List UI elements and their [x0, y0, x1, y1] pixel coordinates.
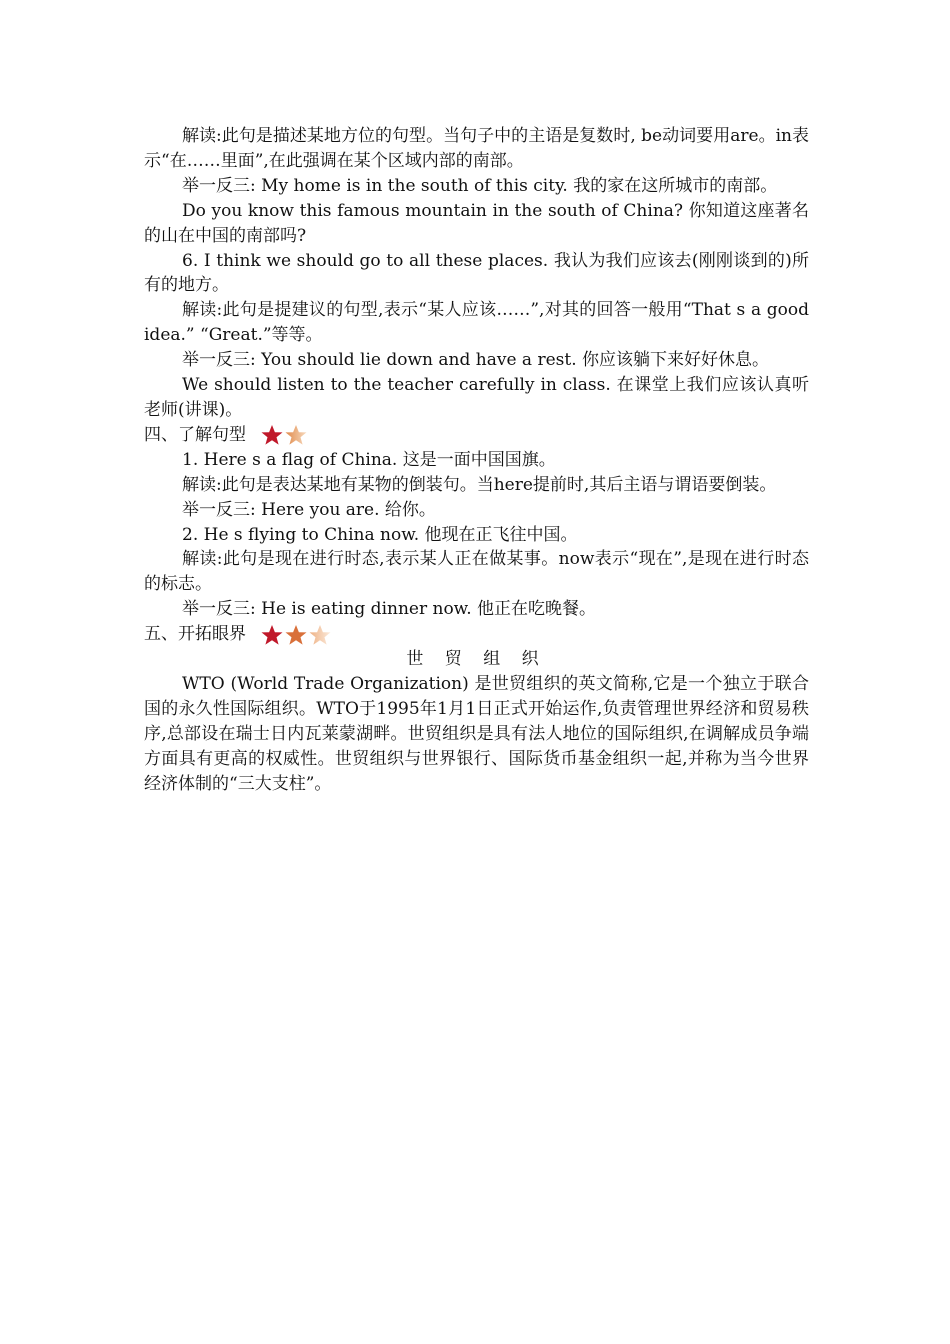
paragraph-explanation-2: 解读:此句是提建议的句型,表示“某人应该……”,对其的回答一般用“That s a good idea.” “Great.”等等。: [144, 300, 809, 346]
paragraph-example-4: We should listen to the teacher carefully in class. 在课堂上我们应该认真听老师(讲课)。: [144, 375, 809, 420]
paragraph-example-1: 举一反三: My home is in the south of this city. 我的家在这所城市的南部。: [182, 175, 778, 196]
section-5-heading: [144, 622, 809, 647]
star-icon: [284, 624, 308, 646]
star-icon: [260, 424, 284, 446]
star-icon: [308, 624, 332, 646]
paragraph-sentence-6: 6. I think we should go to all these places. 我认为我们应该去(刚刚谈到的)所有的地方。: [144, 250, 809, 296]
paragraph-explanation-1: 解读:此句是描述某地方位的句型。当句子中的主语是复数时, be动词要用are。in表示“在……里面”,在此强调在某个区域内部的南部。: [144, 126, 809, 171]
section-4-rating: [260, 424, 308, 446]
document-page: [144, 124, 809, 796]
star-icon: [260, 624, 284, 646]
paragraph-example-2: Do you know this famous mountain in the south of China? 你知道这座著名的山在中国的南部吗?: [144, 200, 809, 246]
section-4-sentence-1: 1. Here s a flag of China. 这是一面中国国旗。: [182, 449, 556, 470]
section-4-example-2: 举一反三: He is eating dinner now. 他正在吃晚餐。: [182, 599, 597, 620]
section-4-heading-text: 四、了解句型: [144, 424, 246, 445]
article-title: 世 贸 组 织: [406, 649, 547, 670]
section-5-rating: [260, 624, 332, 646]
section-4-heading: [144, 423, 809, 448]
section-4-explanation-1: 解读:此句是表达某地有某物的倒装句。当here提前时,其后主语与谓语要倒装。: [182, 474, 777, 495]
section-4-sentence-2: 2. He s flying to China now. 他现在正飞往中国。: [182, 524, 578, 545]
section-4-example-1: 举一反三: Here you are. 给你。: [182, 499, 436, 520]
section-4-explanation-2: 解读:此句是现在进行时态,表示某人正在做某事。now表示“现在”,是现在进行时态的标志。: [144, 549, 809, 595]
section-5-heading-text: 五、开拓眼界: [144, 624, 246, 645]
article-body: WTO (World Trade Organization) 是世贸组织的英文简称,它是一个独立于联合国的永久性国际组织。WTO于1995年1月1日正式开始运作,负责管理世界经济和贸易秩序,总部设在瑞士日内瓦莱蒙湖畔。世贸组织是具有法人地位的国际组织,在调解成员争端方面具有更高的权威性。世贸组织与世界银行、国际货币基金组织一起,并称为当今世界经济体制的“三大支柱”。: [144, 673, 809, 794]
paragraph-example-3: 举一反三: You should lie down and have a rest. 你应该躺下来好好休息。: [182, 350, 770, 371]
star-icon: [284, 424, 308, 446]
